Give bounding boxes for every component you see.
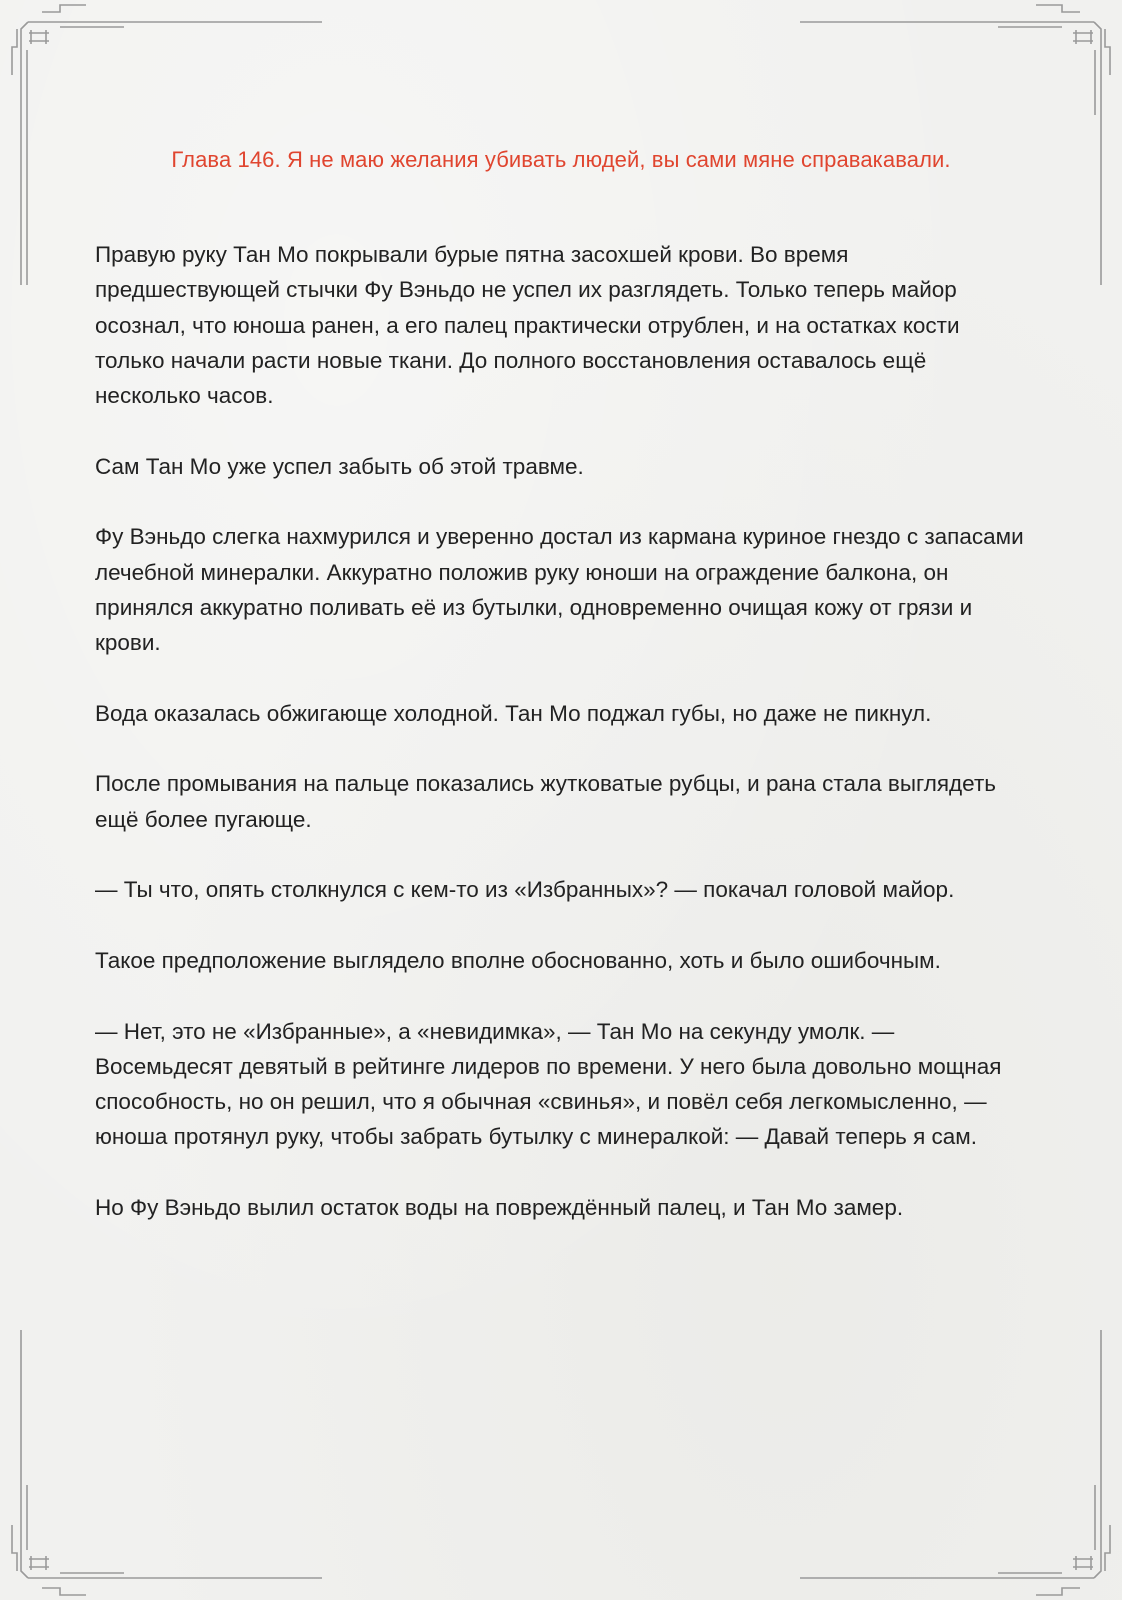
paragraph: — Нет, это не «Избранные», а «невидимка», — Тан Мо на секунду умолк. — Восемьдесят девятый в рейтинге лидеров по времени. У него была довольно мощная способность, но он решил, что я обычная «свинья», и повёл себя легкомысленно, — юноша протянул руку, чтобы забрать бутылку с минералкой: — Давай теперь я сам.: [95, 1018, 1002, 1150]
paragraph: Но Фу Вэньдо вылил остаток воды на повреждённый палец, и Тан Мо замер.: [95, 1195, 904, 1221]
chapter-title: Глава 146. Я не маю желания убивать людей, вы сами мяне справакавали.: [171, 147, 951, 172]
corner-ornament-bottom-left: [0, 1310, 330, 1600]
paragraph: Фу Вэньдо слегка нахмурился и уверенно достал из кармана куриное гнездо с запасами лечебной минералки. Аккуратно положив руку юноши на ограждение балкона, он принялся аккуратно поливать её из бутылки, одновременно очищая кожу от грязи и крови.: [95, 524, 1024, 656]
paragraph: Такое предположение выглядело вполне обоснованно, хоть и было ошибочным.: [95, 947, 941, 973]
paragraph: — Ты что, опять столкнулся с кем-то из «Избранных»? — покачал головой майор.: [95, 877, 955, 903]
paragraph: Вода оказалась обжигающе холодной. Тан Мо поджал губы, но даже не пикнул.: [95, 700, 932, 726]
chapter-body: [95, 237, 1030, 1261]
corner-ornament-bottom-right: [792, 1310, 1122, 1600]
paragraph: Сам Тан Мо уже успел забыть об этой травме.: [95, 453, 584, 479]
paragraph: После промывания на пальце показались жутковатые рубцы, и рана стала выглядеть ещё более пугающе.: [95, 771, 996, 832]
paragraph: Правую руку Тан Мо покрывали бурые пятна засохшей крови. Во время предшествующей стычки Фу Вэньдо не успел их разглядеть. Только теперь майор осознал, что юноша ранен, а его палец практически отрублен, и на остатках кости только начали расти новые ткани. До полного восстановления оставалось ещё несколько часов.: [95, 242, 960, 409]
